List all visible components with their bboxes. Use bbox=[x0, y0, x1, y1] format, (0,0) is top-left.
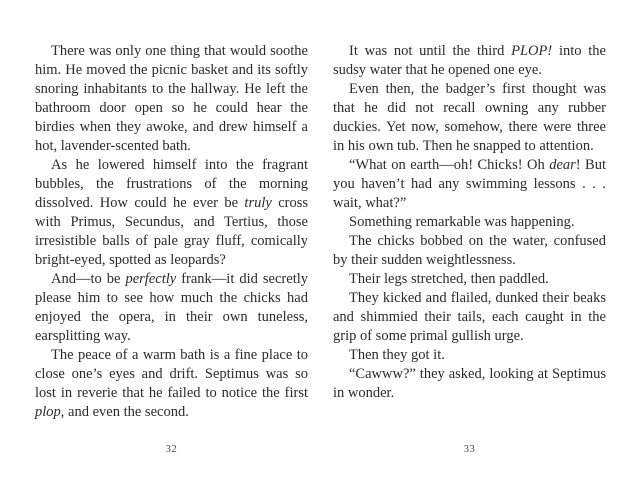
body-text: The chicks bobbed on the water, confused by their sudden weightlessness. bbox=[333, 233, 606, 268]
italic-text: plop bbox=[35, 404, 61, 420]
paragraph bbox=[35, 270, 308, 346]
body-text: cross with Primus, Secundus, and Tertius, those irresistible balls of pale gray fluff, comically bright-eyed, spotted as leopards? bbox=[35, 195, 308, 268]
paragraph bbox=[35, 346, 308, 422]
body-text: Even then, the badger’s first thought was that he did not recall owning any rubber duckies. Yet now, somehow, there were three in his own tub. Then he snapped to attention. bbox=[333, 81, 606, 154]
paragraph bbox=[333, 270, 606, 289]
paragraph bbox=[333, 80, 606, 156]
paragraph bbox=[35, 156, 308, 270]
italic-text: PLOP! bbox=[511, 43, 553, 59]
paragraph bbox=[333, 232, 606, 270]
italic-text: dear bbox=[549, 157, 576, 173]
body-text: Their legs stretched, then paddled. bbox=[349, 271, 549, 287]
body-text: “What on earth—oh! Chicks! Oh bbox=[349, 157, 550, 173]
page-number-right: 33 bbox=[463, 444, 476, 455]
body-text: There was only one thing that would soothe him. He moved the picnic basket and its softly snoring inhabitants to the hallway. He left the bathroom door open so he could hear the birdies when they awoke, and drew himself a hot, lavender-scented bath. bbox=[35, 43, 308, 154]
body-text: It was not until the third bbox=[349, 43, 512, 59]
italic-text: perfectly bbox=[125, 271, 177, 287]
body-text: ! But you haven’t had any swimming lessons . . . wait, what?” bbox=[333, 157, 606, 211]
paragraph bbox=[333, 365, 606, 403]
body-text: “Cawww?” they asked, looking at Septimus in wonder. bbox=[333, 366, 606, 401]
body-text: And—to be bbox=[51, 271, 126, 287]
paragraph bbox=[333, 42, 606, 80]
body-text: The peace of a warm bath is a fine place to close one’s eyes and drift. Septimus was so lost in reverie that he failed to notice the first bbox=[35, 347, 308, 401]
page-number-left: 32 bbox=[165, 444, 178, 455]
body-text: They kicked and flailed, dunked their beaks and shimmied their tails, each caught in the grip of some primal gullish urge. bbox=[333, 290, 606, 344]
body-text: , and even the second. bbox=[60, 404, 189, 420]
paragraph bbox=[333, 346, 606, 365]
paragraph bbox=[333, 213, 606, 232]
paragraph bbox=[333, 156, 606, 213]
right-page-text bbox=[333, 42, 606, 403]
left-page-text bbox=[35, 42, 308, 422]
paragraph bbox=[333, 289, 606, 346]
body-text: frank—it did secretly please him to see how much the chicks had enjoyed the opera, in their own tuneless, earsplitting way. bbox=[35, 271, 309, 344]
body-text: Something remarkable was happening. bbox=[349, 214, 575, 230]
body-text: into the sudsy water that he opened one eye. bbox=[333, 43, 606, 78]
paragraph bbox=[35, 42, 308, 156]
body-text: As he lowered himself into the fragrant bubbles, the frustrations of the morning dissolved. How could he ever be bbox=[35, 157, 308, 211]
italic-text: truly bbox=[244, 195, 272, 211]
body-text: Then they got it. bbox=[349, 347, 445, 363]
